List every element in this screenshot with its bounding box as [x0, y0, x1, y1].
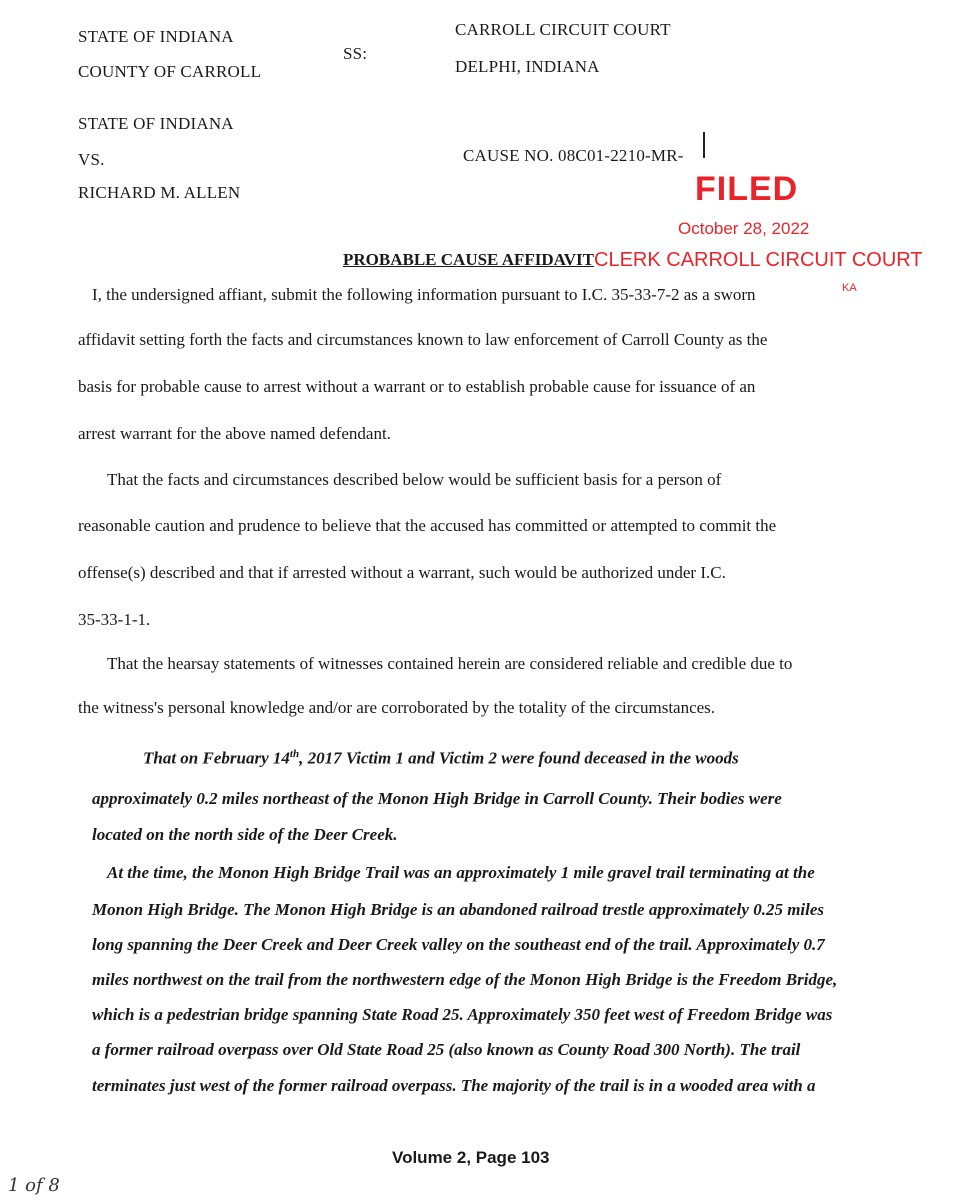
paragraph-line: miles northwest on the trail from the northwestern edge of the Monon High Bridge is the Freedom Bridge, [92, 970, 838, 989]
paragraph-line: 35-33-1-1. [78, 610, 151, 629]
paragraph-line: approximately 0.2 miles northeast of the Monon High Bridge in Carroll County. Their bodies were [92, 789, 782, 808]
handwritten-page-number: 1 of 8 [8, 1175, 60, 1196]
state-left: STATE OF INDIANA [78, 27, 234, 46]
paragraph-line: terminates just west of the former railroad overpass. The majority of the trail is in a wooded area with a [92, 1076, 816, 1095]
county-left: COUNTY OF CARROLL [78, 62, 262, 81]
paragraph-line: I, the undersigned affiant, submit the following information pursuant to I.C. 35-33-7-2 as a sworn [92, 285, 756, 304]
plaintiff: STATE OF INDIANA [78, 114, 234, 133]
paragraph-line: basis for probable cause to arrest without a warrant or to establish probable cause for issuance of an [78, 377, 756, 396]
paragraph-line: offense(s) described and that if arrested without a warrant, such would be authorized under I.C. [78, 563, 726, 582]
paragraph-line: affidavit setting forth the facts and circumstances known to law enforcement of Carroll County as the [78, 330, 768, 349]
document-title: PROBABLE CAUSE AFFIDAVIT [343, 250, 594, 269]
defendant: RICHARD M. ALLEN [78, 183, 241, 202]
page-footer: Volume 2, Page 103 [392, 1148, 550, 1167]
clerk-initials: KA [842, 282, 857, 294]
filed-date: October 28, 2022 [678, 219, 810, 238]
paragraph-line: the witness's personal knowledge and/or are corroborated by the totality of the circumstances. [78, 698, 716, 717]
paragraph-line: That on February 14th, 2017 Victim 1 and Victim 2 were found deceased in the woods [143, 748, 739, 768]
paragraph-line: long spanning the Deer Creek and Deer Creek valley on the southeast end of the trail. Approximately 0.7 [92, 935, 825, 954]
court-name: CARROLL CIRCUIT COURT [455, 20, 671, 39]
clerk-stamp: CLERK CARROLL CIRCUIT COURT [594, 249, 923, 271]
versus: VS. [78, 150, 105, 169]
cause-number: CAUSE NO. 08C01-2210-MR- [463, 146, 684, 165]
paragraph-line: reasonable caution and prudence to believe that the accused has committed or attempted to commit the [78, 516, 777, 535]
court-city: DELPHI, INDIANA [455, 57, 600, 76]
paragraph-line: which is a pedestrian bridge spanning State Road 25. Approximately 350 feet west of Freedom Bridge was [92, 1005, 833, 1024]
filed-stamp: FILED [695, 170, 799, 208]
paragraph-line: That the hearsay statements of witnesses contained herein are considered reliable and credible due to [107, 654, 793, 673]
ss-label: SS: [343, 44, 368, 63]
paragraph-line: Monon High Bridge. The Monon High Bridge is an abandoned railroad trestle approximately 0.25 miles [92, 900, 825, 919]
text-cursor-mark [703, 132, 705, 158]
paragraph-line: a former railroad overpass over Old State Road 25 (also known as County Road 300 North). The trail [92, 1040, 801, 1059]
paragraph-line: At the time, the Monon High Bridge Trail was an approximately 1 mile gravel trail terminating at the [107, 863, 815, 882]
paragraph-line: located on the north side of the Deer Creek. [92, 825, 398, 844]
paragraph-line: arrest warrant for the above named defendant. [78, 424, 391, 443]
paragraph-line: That the facts and circumstances described below would be sufficient basis for a person of [107, 470, 722, 489]
